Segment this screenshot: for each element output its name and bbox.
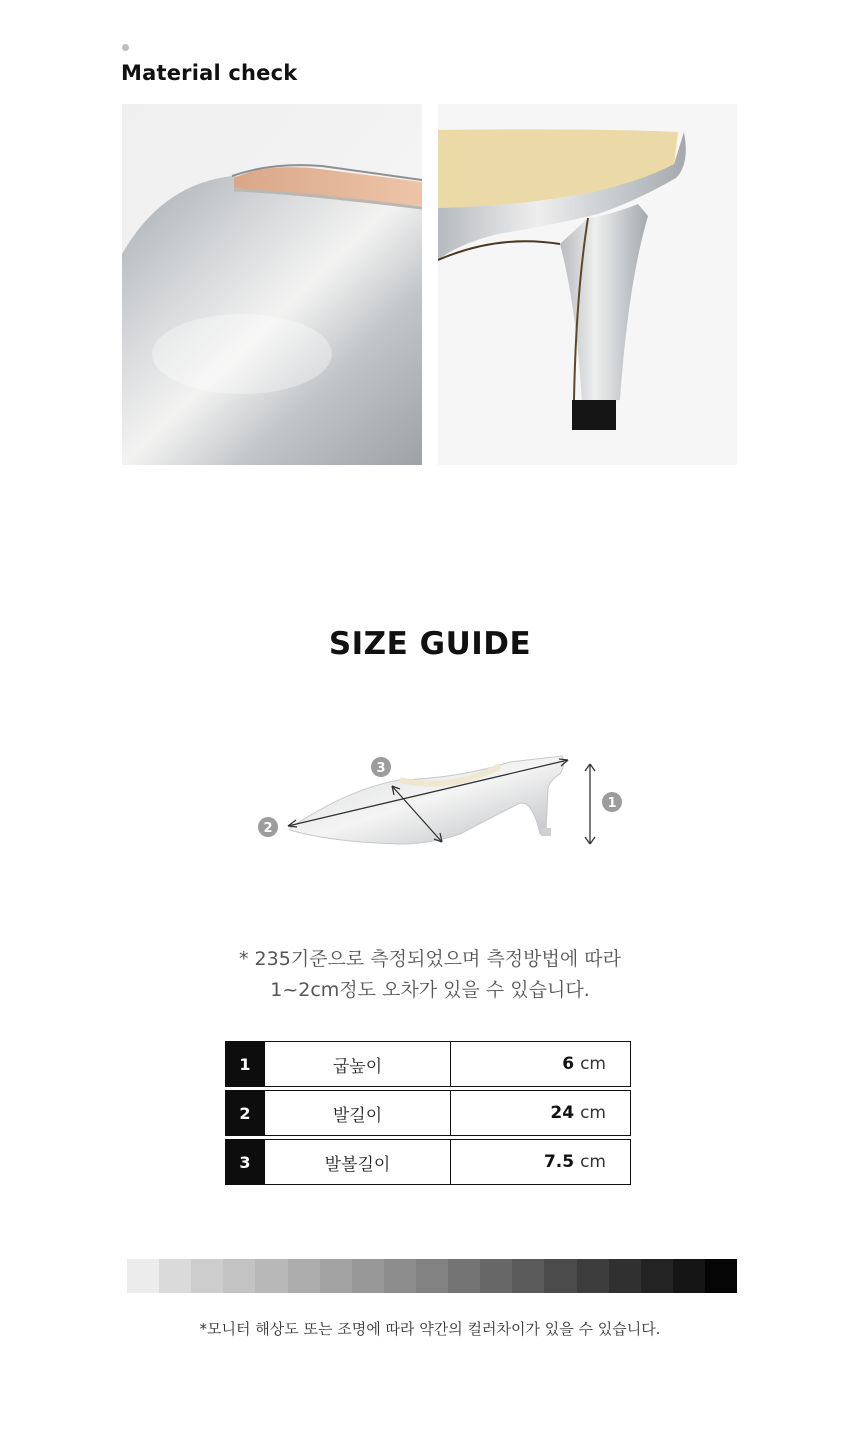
size-row-heel-height: [225, 1041, 631, 1087]
color-swatch: [448, 1259, 480, 1293]
color-swatch: [544, 1259, 576, 1293]
color-swatch: [609, 1259, 641, 1293]
color-swatch: [223, 1259, 255, 1293]
marker-1: [602, 792, 622, 812]
color-swatch: [512, 1259, 544, 1293]
row-unit: cm: [580, 1103, 606, 1123]
row-number: 1: [225, 1041, 265, 1087]
color-swatch: [480, 1259, 512, 1293]
color-swatch: [673, 1259, 705, 1293]
row-label: 발볼길이: [265, 1140, 451, 1184]
color-swatch: [320, 1259, 352, 1293]
color-swatch: [577, 1259, 609, 1293]
color-gradient-bar: [127, 1259, 737, 1293]
section-bullet: [122, 44, 129, 51]
row-label: 발길이: [265, 1091, 451, 1135]
row-number: 3: [225, 1139, 265, 1185]
measurement-note-line1: * 235기준으로 측정되었으며 측정방법에 따라: [239, 948, 621, 970]
color-disclaimer: *모니터 해상도 또는 조명에 따라 약간의 컬러차이가 있을 수 있습니다.: [199, 1320, 661, 1338]
color-swatch: [288, 1259, 320, 1293]
size-row-foot-width: [225, 1139, 631, 1185]
material-photo-heel: [438, 104, 737, 465]
material-photo-toe: [122, 104, 422, 465]
color-swatch: [705, 1259, 737, 1293]
color-swatch: [191, 1259, 223, 1293]
color-swatch: [416, 1259, 448, 1293]
row-unit: cm: [580, 1054, 606, 1074]
color-swatch: [641, 1259, 673, 1293]
size-row-foot-length: [225, 1090, 631, 1136]
marker-3: [371, 757, 391, 777]
row-value: 7.5: [543, 1152, 575, 1172]
color-swatch: [159, 1259, 191, 1293]
marker-2: [258, 817, 278, 837]
row-value: 24: [550, 1103, 575, 1123]
svg-text:1: 1: [607, 796, 617, 811]
row-label: 굽높이: [265, 1042, 451, 1086]
material-check-title: Material check: [121, 61, 298, 85]
size-guide-title: SIZE GUIDE: [328, 626, 532, 662]
measurement-diagram: [250, 748, 630, 868]
row-unit: cm: [580, 1152, 606, 1172]
row-value: 6: [562, 1054, 575, 1074]
color-swatch: [384, 1259, 416, 1293]
row-number: 2: [225, 1090, 265, 1136]
color-swatch: [255, 1259, 287, 1293]
measurement-note-line2: 1~2cm정도 오차가 있을 수 있습니다.: [270, 979, 590, 1001]
color-swatch: [352, 1259, 384, 1293]
svg-text:2: 2: [263, 821, 273, 836]
color-swatch: [127, 1259, 159, 1293]
svg-text:3: 3: [376, 761, 386, 776]
